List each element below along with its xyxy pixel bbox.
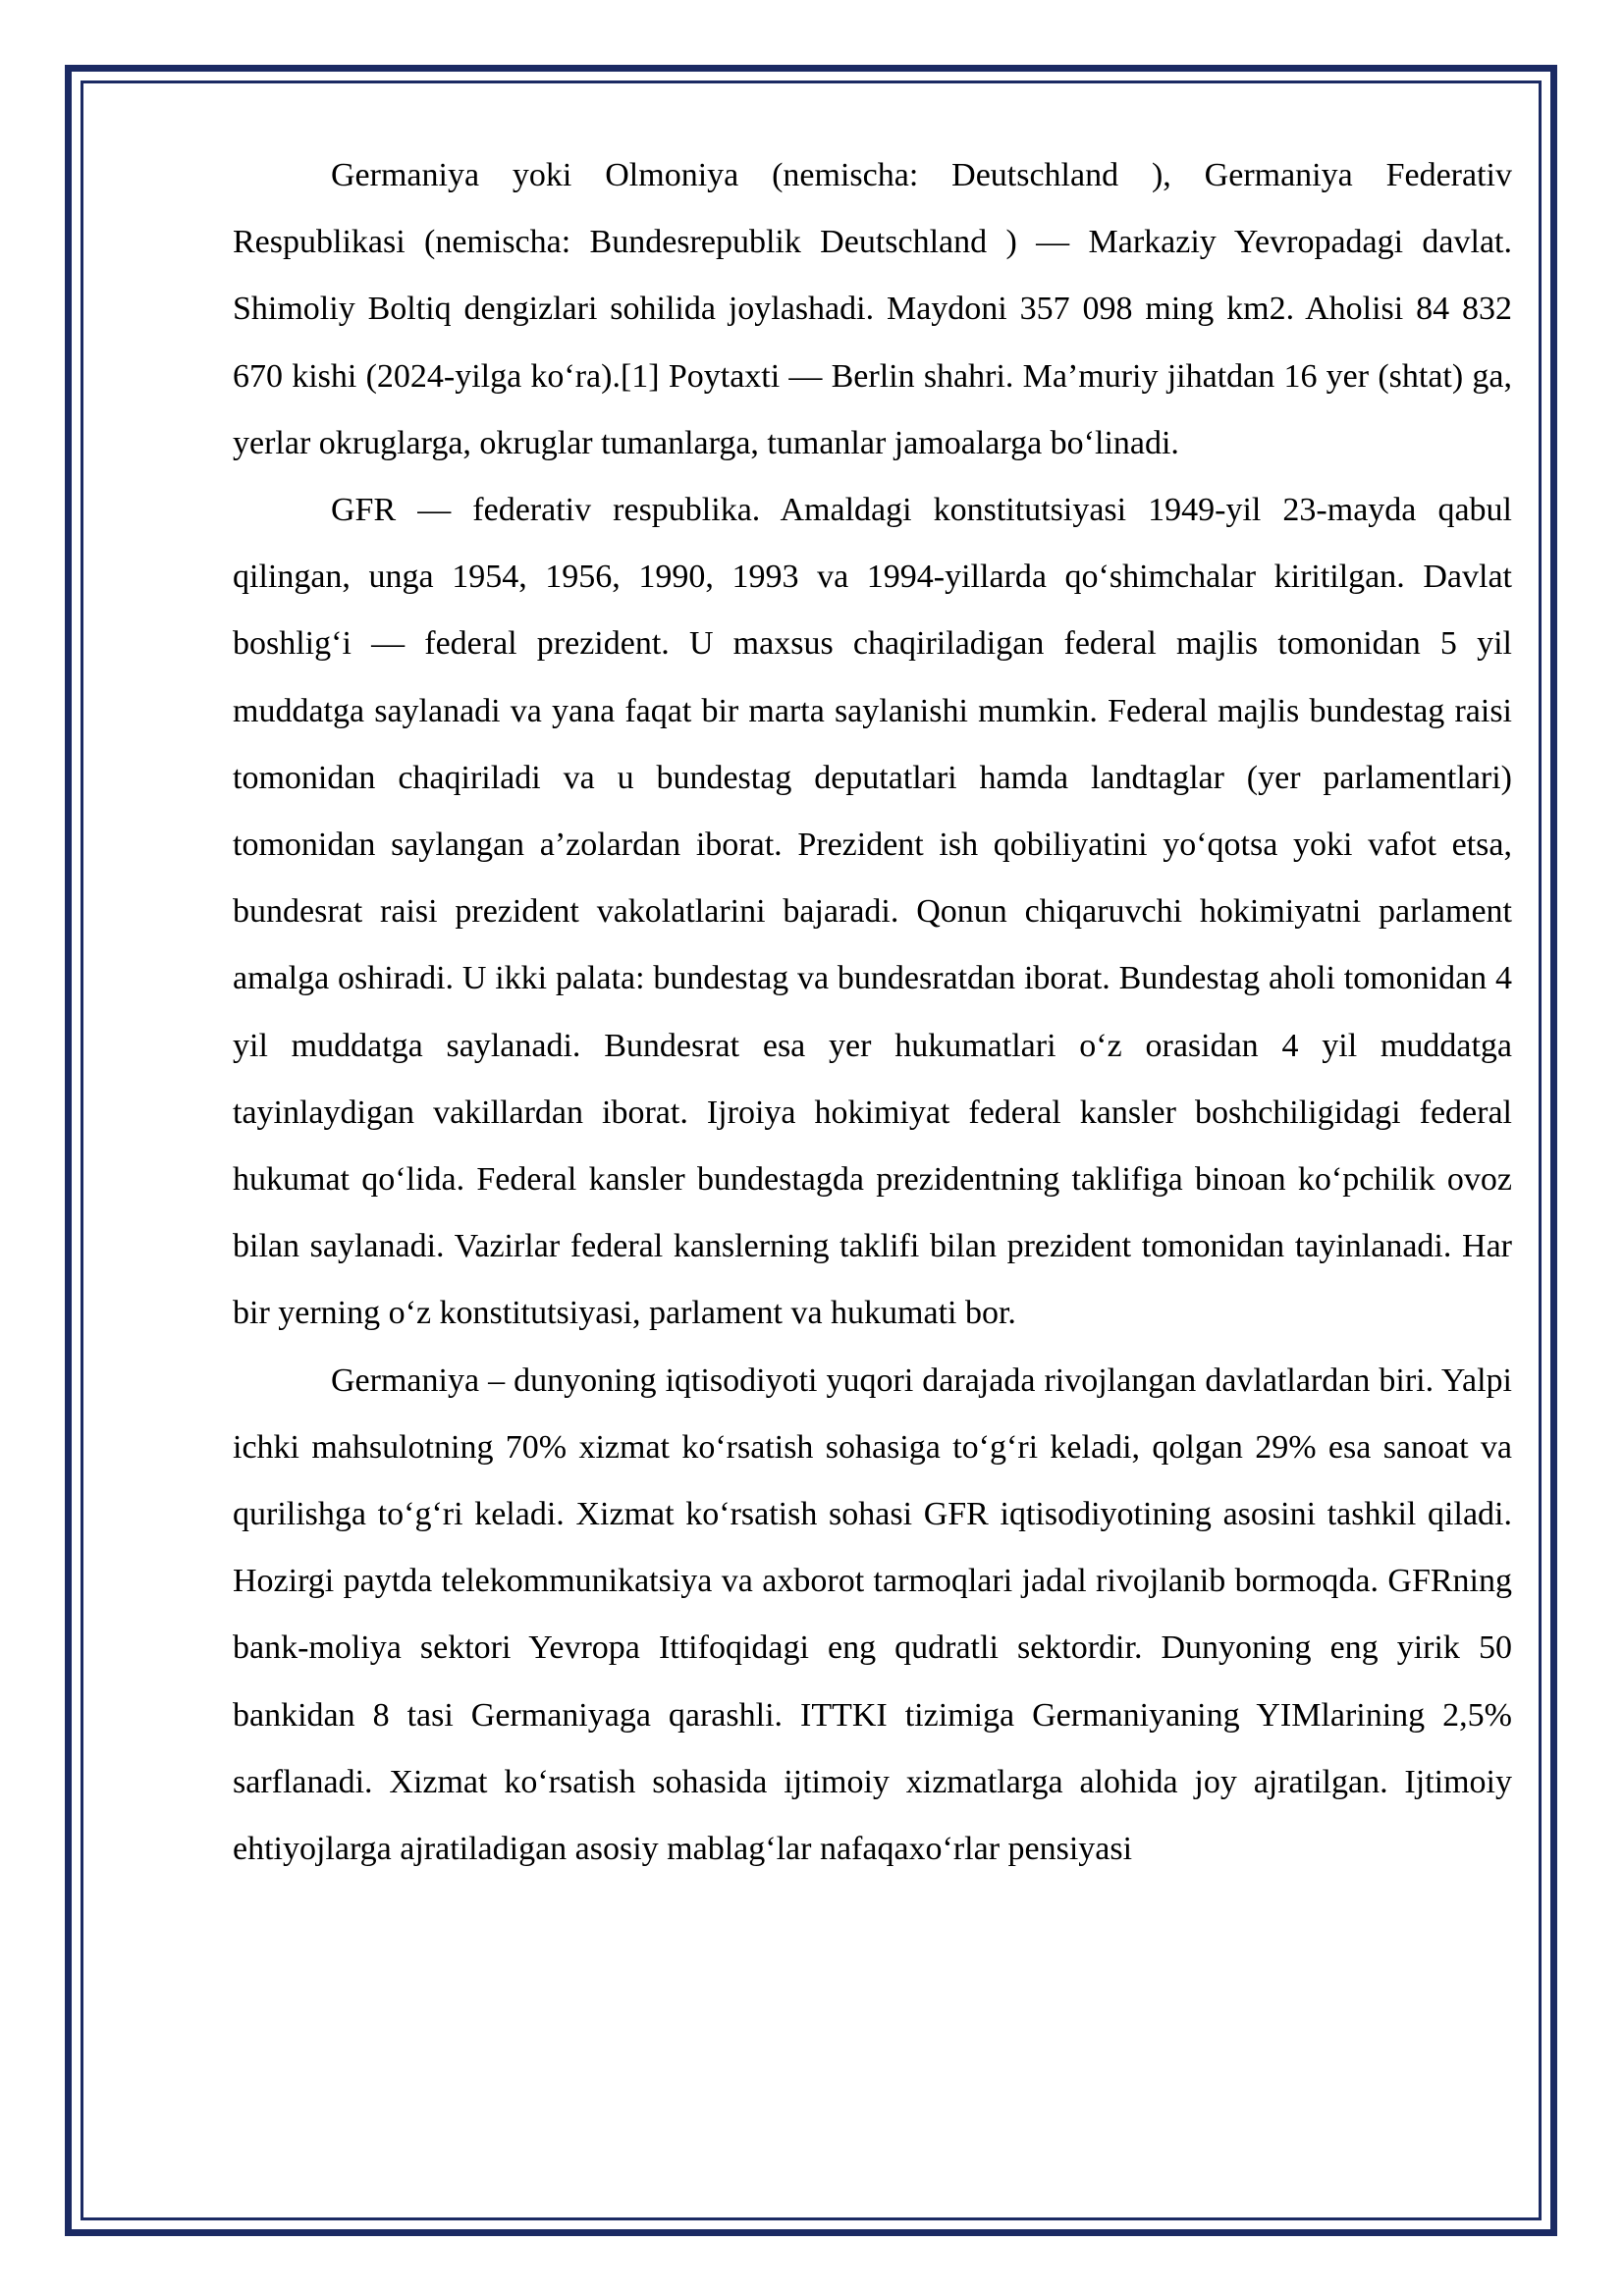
paragraph-intro: Germaniya yoki Olmoniya (nemischa: Deutschland ), Germaniya Federativ Respublikasi (nemischa: Bundesrepublik Deutschland ) — Markaziy Yevropadagi davlat. Shimoliy Boltiq dengizlari sohilida joylashadi. Maydoni 357 098 ming km2. Aholisi 84 832 670 kishi (2024-yilga koʻra).[1] Poytaxti — Berlin shahri. Ma’muriy jihatdan 16 yer (shtat) ga, yerlar okruglarga, okruglar tumanlarga, tumanlar jamoalarga boʻlinadi.: [233, 157, 1512, 461]
paragraph-economy: Germaniya – dunyoning iqtisodiyoti yuqori darajada rivojlangan davlatlardan biri. Yalpi ichki mahsulotning 70% xizmat koʻrsatish sohasiga toʻgʻri keladi, qolgan 29% esa sanoat va qurilishga toʻgʻri keladi. Xizmat koʻrsatish sohasi GFR iqtisodiyotining asosini tashkil qiladi. Hozirgi paytda telekommunikatsiya va axborot tarmoqlari jadal rivojlanib bormoqda. GFRning bank-moliya sektori Yevropa Ittifoqidagi eng qudratli sektordir. Dunyoning eng yirik 50 bankidan 8 tasi Germaniyaga qarashli. ITTKI tizimiga Germaniyaning YIMlarining 2,5% sarflanadi. Xizmat koʻrsatish sohasida ijtimoiy xizmatlarga alohida joy ajratilgan. Ijtimoiy ehtiyojlarga ajratiladigan asosiy mablagʻlar nafaqaxoʻrlar pensiyasi: [233, 1362, 1512, 1868]
document-body: [233, 142, 1512, 1883]
paragraph-government: GFR — federativ respublika. Amaldagi konstitutsiyasi 1949-yil 23-mayda qabul qilingan, unga 1954, 1956, 1990, 1993 va 1994-yillarda qoʻshimchalar kiritilgan. Davlat boshligʻi — federal prezident. U maxsus chaqiriladigan federal majlis tomonidan 5 yil muddatga saylanadi va yana faqat bir marta saylanishi mumkin. Federal majlis bundestag raisi tomonidan chaqiriladi va u bundestag deputatlari hamda landtaglar (yer parlamentlari) tomonidan saylangan a’zolardan iborat. Prezident ish qobiliyatini yoʻqotsa yoki vafot etsa, bundesrat raisi prezident vakolatlarini bajaradi. Qonun chiqaruvchi hokimiyatni parlament amalga oshiradi. U ikki palata: bundestag va bundesratdan iborat. Bundestag aholi tomonidan 4 yil muddatga saylanadi. Bundesrat esa yer hukumatlari oʻz orasidan 4 yil muddatga tayinlaydigan vakillardan iborat. Ijroiya hokimiyat federal kansler boshchiligidagi federal hukumat qoʻlida. Federal kansler bundestagda prezidentning taklifiga binoan koʻpchilik ovoz bilan saylanadi. Vazirlar federal kanslerning taklifi bilan prezident tomonidan tayinlanadi. Har bir yerning oʻz konstitutsiyasi, parlament va hukumati bor.: [233, 492, 1512, 1332]
